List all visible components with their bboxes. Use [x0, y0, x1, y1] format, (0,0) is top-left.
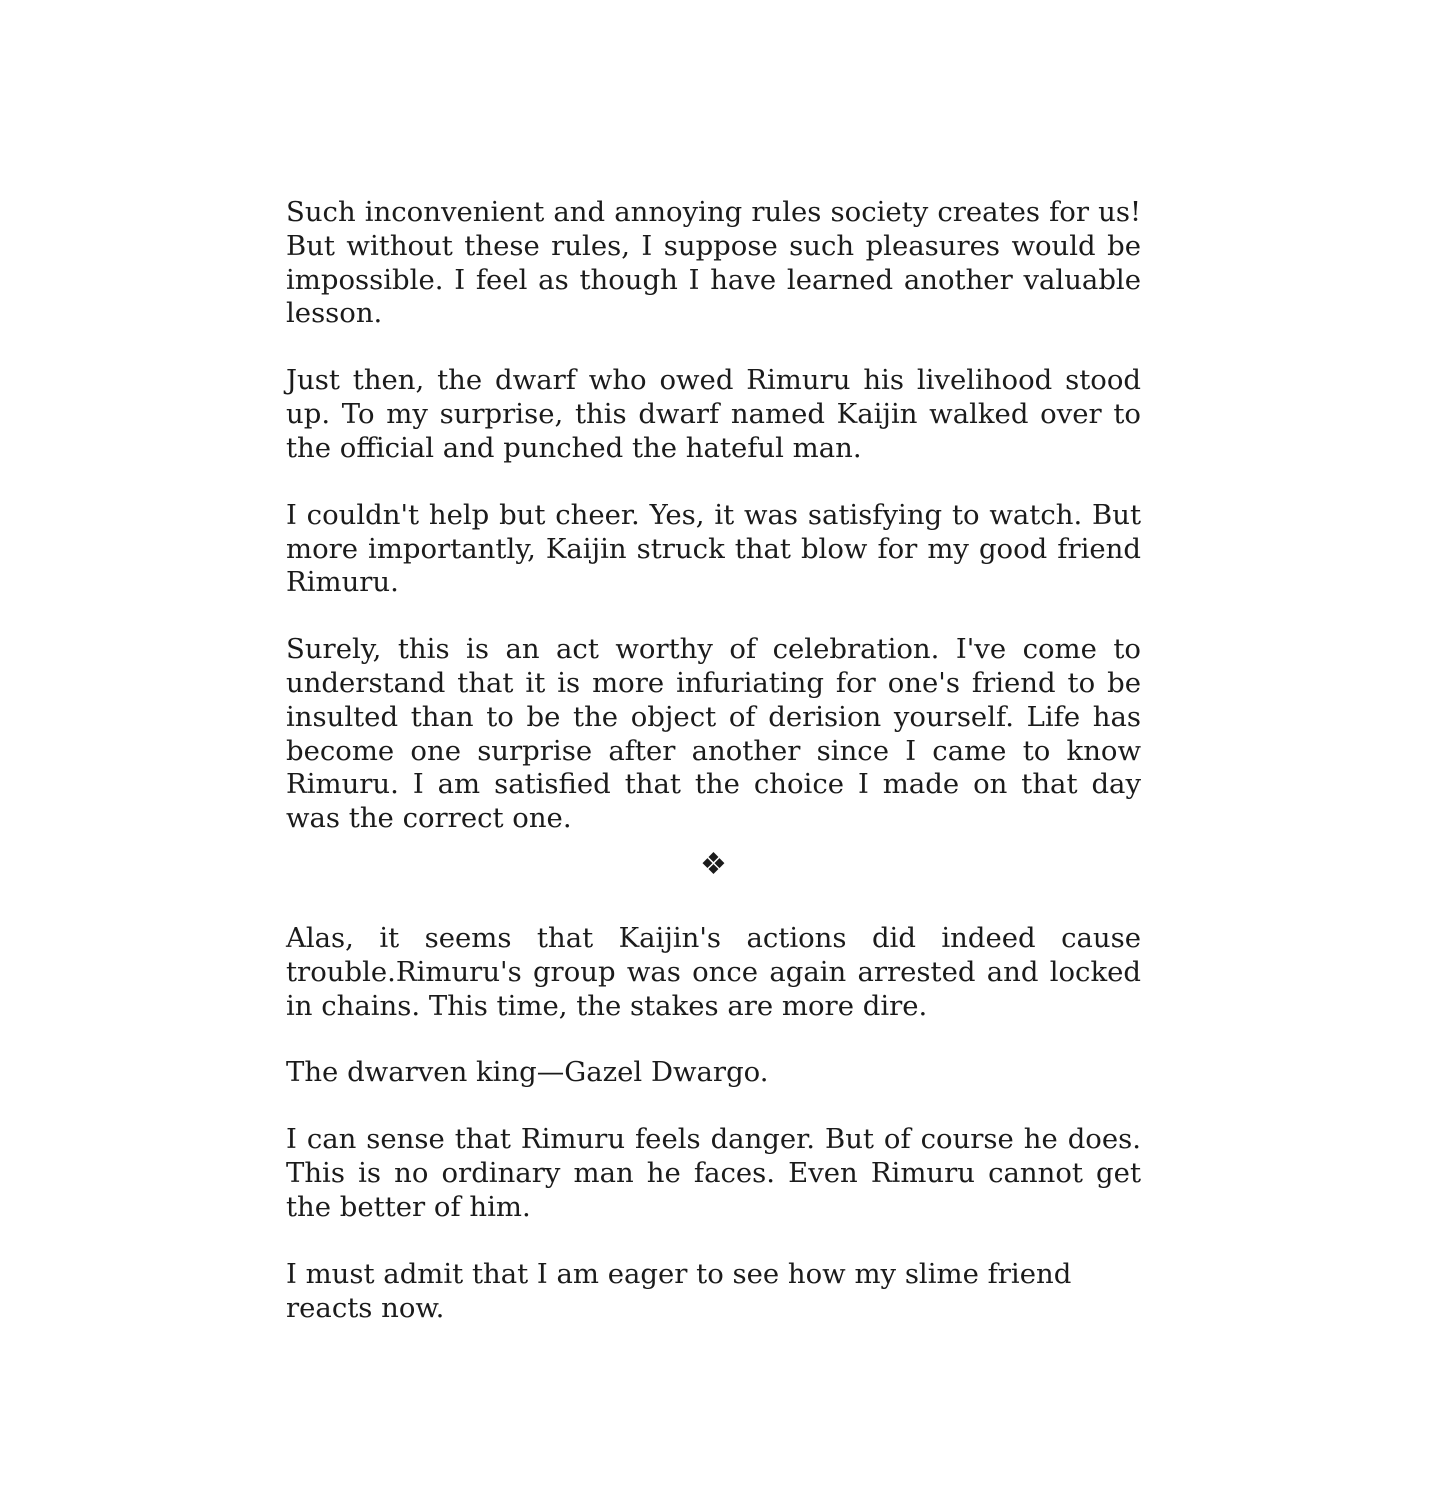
- paragraph: I can sense that Rimuru feels danger. But of course he does. This is no ordinary man he faces. Even Rimuru cannot get the better of him.: [286, 1123, 1141, 1223]
- paragraph: Such inconvenient and annoying rules society creates for us! But without these rules, I suppose such pleasures would be impossible. I feel as though I have learned another valuable lesson.: [286, 196, 1141, 330]
- paragraph: Surely, this is an act worthy of celebration. I've come to understand that it is more infuriating for one's friend to be insulted than to be the object of derision yourself. Life has become one surprise after another since I came to know Rimuru. I am satisfied that the choice I made on that day was the correct one.: [286, 633, 1141, 835]
- paragraph: The dwarven king—Gazel Dwargo.: [286, 1056, 769, 1089]
- section-divider-ornament-icon: ❖: [700, 847, 727, 882]
- section-two: [286, 922, 1141, 1325]
- section-one: [286, 196, 1141, 836]
- paragraph: I couldn't help but cheer. Yes, it was satisfying to watch. But more importantly, Kaijin struck that blow for my good friend Rimuru.: [286, 498, 1141, 599]
- paragraph: I must admit that I am eager to see how my slime friend reacts now.: [286, 1257, 1072, 1324]
- paragraph: Alas, it seems that Kaijin's actions did indeed cause trouble.Rimuru's group was once again arrested and locked in chains. This time, the stakes are more dire.: [286, 922, 1141, 1022]
- text-column: [286, 196, 1141, 1325]
- paragraph: Just then, the dwarf who owed Rimuru his livelihood stood up. To my surprise, this dwarf named Kaijin walked over to the official and punched the hateful man.: [286, 364, 1141, 464]
